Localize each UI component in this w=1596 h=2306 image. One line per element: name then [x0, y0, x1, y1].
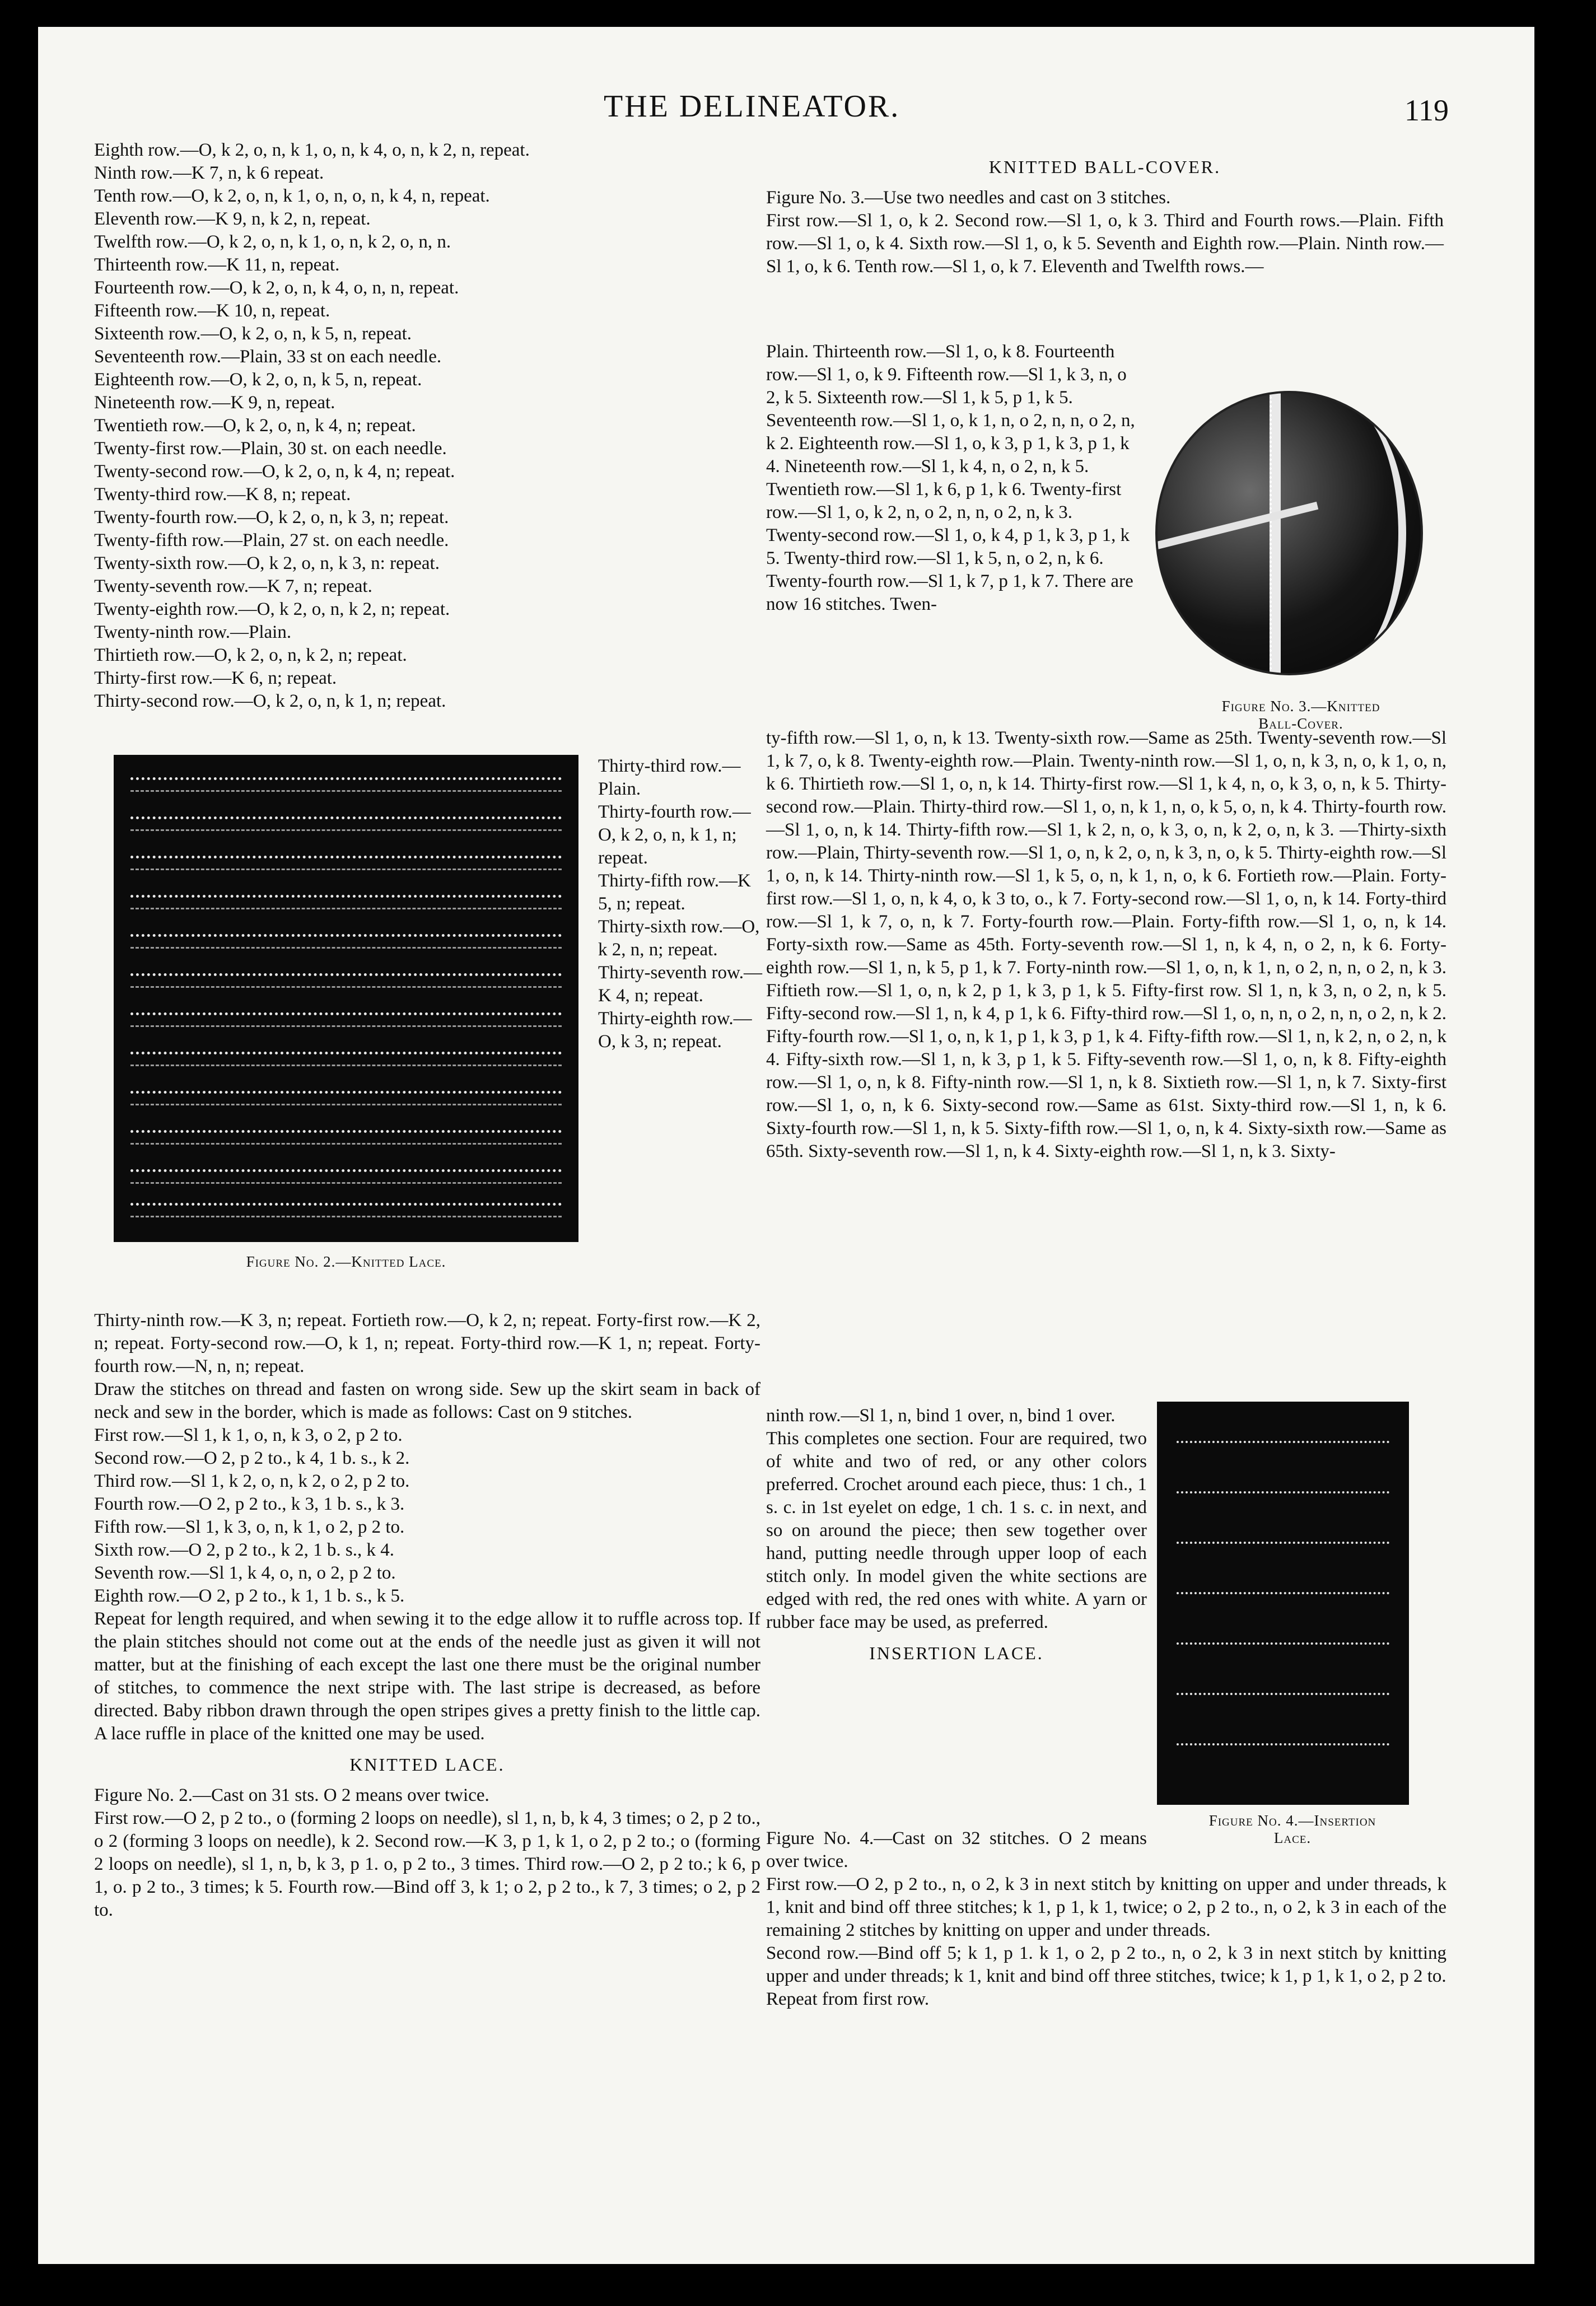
left-lower-text [94, 1309, 760, 1922]
row-line: Twenty-seventh row.—K 7, n; repeat. [94, 576, 372, 596]
row-line: Fourth row.—O 2, p 2 to., k 3, 1 b. s., k 3. [94, 1494, 405, 1514]
row-line: Twenty-fifth row.—Plain, 27 st. on each needle. [94, 530, 449, 550]
knitted-lace-image [114, 755, 578, 1242]
right-column-top [766, 156, 1444, 278]
paragraph: Thirty-ninth row.—K 3, n; repeat. Fortieth row.—O, k 2, n; repeat. Forty-first row.—K 2, n; repeat. Forty-second row.—O, k 1, n; repeat. Forty-third row.—K 1, n; repeat. Forty-fourth row.—N, n, n; repeat. [94, 1310, 760, 1376]
row-line: Twenty-first row.—Plain, 30 st. on each needle. [94, 438, 447, 459]
paragraph: First row.—Sl 1, o, k 2. Second row.—Sl 1, o, k 3. Third and Fourth rows.—Plain. Fifth row.—Sl 1, o, k 4. Sixth row.—Sl 1, o, k 5. Seventh and Eighth row.—Plain. Ninth row.—Sl 1, o, k 6. Tenth row.—Sl 1, o, k 7. Eleventh and Twelfth rows.— [766, 211, 1444, 277]
left-column-rows [94, 139, 760, 713]
paragraph: Figure No. 3.—Use two needles and cast on 3 stitches. [766, 188, 1171, 208]
row-line: Seventeenth row.—Plain, 33 st on each needle. [94, 347, 442, 367]
row-line: Twenty-eighth row.—O, k 2, o, n, k 2, n; repeat. [94, 599, 450, 619]
paragraph: First row.—O 2, p 2 to., o (forming 2 loops on needle), sl 1, n, b, k 4, 3 times; o 2, p 2 to., o 2 (forming 3 loops on needle), k 2. Second row.—K 3, p 1, k 1, o 2, p 2 to.; o (forming 2 loops on needle), sl 1, n, b, k 3, p 1. o, p 2 to., 3 times. Third row.—O 2, p 2 to.; k 6, p 1, o. p 2 to., 3 times; k 5. Fourth row.—Bind off 3, k 1; o 2, p 2 to., k 7, 3 times; o 2, p 2 to. [94, 1808, 760, 1920]
caption-line: Lace. [1273, 1829, 1312, 1846]
paragraph: First row.—O 2, p 2 to., n, o 2, k 3 in next stitch by knitting on upper and under threads, k 1, knit and bind off three stitches; k 1, p 1, k 1, twice; o 2, p 2 to., n, o 2, k 3 in each of the remaining 2 stitches by knitting on upper and under threads. [766, 1874, 1446, 1940]
row-line: Twenty-fourth row.—O, k 2, o, n, k 3, n; repeat. [94, 507, 449, 528]
ball-cover-heading: KNITTED BALL-COVER. [988, 157, 1221, 177]
row-line: Thirty-third row.—Plain. [598, 756, 741, 799]
row-line: Tenth row.—O, k 2, o, n, k 1, o, n, o, n, k 4, n, repeat. [94, 186, 490, 206]
row-line: Eighteenth row.—O, k 2, o, n, k 5, n, repeat. [94, 370, 422, 390]
paragraph: Draw the stitches on thread and fasten on wrong side. Sew up the skirt seam in back of neck and sew in the border, which is made as follows: Cast on 9 stitches. [94, 1379, 760, 1422]
row-line: Thirty-eighth row.—O, k 3, n; repeat. [598, 1009, 752, 1052]
row-line: Fifteenth row.—K 10, n, repeat. [94, 301, 330, 321]
row-line: Second row.—O 2, p 2 to., k 4, 1 b. s., k 2. [94, 1448, 410, 1468]
ball-end-text [766, 1404, 1147, 1673]
paragraph: Figure No. 2.—Cast on 31 sts. O 2 means over twice. [94, 1785, 489, 1805]
row-line: Eighth row.—O 2, p 2 to., k 1, 1 b. s., k 5. [94, 1586, 405, 1606]
row-line: Ninth row.—K 7, n, k 6 repeat. [94, 163, 324, 183]
insertion-lace-image [1157, 1402, 1409, 1805]
paragraph: Second row.—Bind off 5; k 1, p 1. k 1, o 2, p 2 to., n, o 2, k 3 in next stitch by knitting upper and under threads; k 1, knit and bind off three stitches, twice; k 1, p 1, k 1, o 2, p 2 to. [766, 1943, 1446, 1986]
page-number: 119 [1404, 94, 1449, 127]
row-line: Twenty-third row.—K 8, n; repeat. [94, 484, 351, 505]
row-line: Thirty-fifth row.—K 5, n; repeat. [598, 871, 751, 914]
row-line: Twenty-ninth row.—Plain. [94, 622, 292, 642]
insertion-lace-heading: INSERTION LACE. [869, 1643, 1044, 1663]
row-line: Sixteenth row.—O, k 2, o, n, k 5, n, repeat. [94, 324, 412, 344]
row-line: Thirty-fourth row.—O, k 2, o, n, k 1, n; repeat. [598, 802, 751, 868]
row-line: Thirty-sixth row.—O, k 2, n, n; repeat. [598, 917, 760, 960]
row-line: Twentieth row.—O, k 2, o, n, k 4, n; repeat. [94, 416, 416, 436]
row-line: Twenty-sixth row.—O, k 2, o, n, k 3, n: repeat. [94, 553, 440, 573]
page [38, 27, 1534, 2264]
ball-cover-image [1155, 391, 1423, 675]
paragraph: Plain. Thirteenth row.—Sl 1, o, k 8. Fourteenth row.—Sl 1, o, k 9. Fifteenth row.—Sl 1, k 3, n, o 2, k 5. Sixteenth row.—Sl 1, k 5, p 1, k 5. Seventeenth row.—Sl 1, o, k 1, n, o 2, n, n, o 2, n, k 2. Eighteenth row.—Sl 1, o, k 3, p 1, k 3, p 1, k 4. Nineteenth row.—Sl 1, k 4, n, o 2, n, k 5. Twentieth row.—Sl 1, k 6, p 1, k 6. Twenty-first row.—Sl 1, o, k 2, n, o 2, n, n, o 2, n, k 3. Twenty-second row.—Sl 1, o, k 4, p 1, k 3, p 1, k 5. Twenty-third row.—Sl 1, k 5, n, o 2, n, k 6. Twenty-fourth row.—Sl 1, k 7, p 1, k 7. There are now 16 stitches. Twen- [766, 342, 1135, 614]
insertion-text [766, 1827, 1446, 2011]
caption-line: Ball-Cover. [1258, 715, 1343, 732]
row-line: Nineteenth row.—K 9, n, repeat. [94, 393, 335, 413]
row-line: Thirteenth row.—K 11, n, repeat. [94, 255, 340, 275]
ball-continued-text [766, 727, 1446, 1163]
row-line: Eighth row.—O, k 2, o, n, k 1, o, n, k 4, o, n, k 2, n, repeat. [94, 140, 530, 160]
caption-line: Figure No. 4.—Insertion [1208, 1812, 1376, 1829]
row-line: Fifth row.—Sl 1, k 3, o, n, k 1, o 2, p 2 to. [94, 1517, 405, 1537]
row-line: Thirty-seventh row.—K 4, n; repeat. [598, 963, 762, 1006]
row-line: Thirtieth row.—O, k 2, o, n, k 2, n; repeat. [94, 645, 407, 665]
running-head: THE DELINEATOR. [604, 89, 900, 124]
paragraph: ty-fifth row.—Sl 1, o, n, k 13. Twenty-sixth row.—Same as 25th. Twenty-seventh row.—Sl 1, k 7, o, k 8. Twenty-eighth row.—Plain. Twenty-ninth row.—Sl 1, o, n, k 3, n, o, k 1, o, n, k 6. Thirtieth row.—Sl 1, o, n, k 14. Thirty-first row.—Sl 1, k 4, n, o, k 3, o, n, k 5. Thirty-second row.—Plain. Thirty-third row.—Sl 1, o, n, k 1, n, o, k 5, o, n, k 4. Thirty-fourth row.—Sl 1, o, n, k 14. Thirty-fifth row.—Sl 1, k 2, n, o, k 3, o, n, k 2, o, n, k 3. —Thirty-sixth row.—Plain, Thirty-seventh row.—Sl 1, o, n, k 2, o, n, k 3, n, o, k 5. Thirty-eighth row.—Sl 1, o, n, k 14. Thirty-ninth row.—Sl 1, k 5, o, n, k 1, n, o, k 6. Fortieth row.—Plain. Forty-first row.—Sl 1, o, n, k 4, o, k 3 to, o., k 7. Forty-second row.—Sl 1, o, n, k 14. Forty-third row.—Sl 1, k 7, o, n, k 7. Forty-fourth row.—Plain. Forty-fifth row.—Sl 1, o, n, k 14. Forty-sixth row.—Same as 45th. Forty-seventh row.—Sl 1, n, k 4, n, o 2, n, k 6. Forty-eighth row.—Sl 1, n, k 5, p 1, k 7. Forty-ninth row.—Sl 1, o, n, k 1, n, o 2, n, n, o 2, n, k 3. Fiftieth row.—Sl 1, o, n, k 2, p 1, k 3, p 1, k 5. Fifty-first row. Sl 1, n, k 3, n, o 2, n, k 5. Fifty-second row.—Sl 1, n, k 4, p 1, k 6. Fifty-third row.—Sl 1, o, n, n, o 2, n, n, o 2, n, k 2. Fifty-fourth row.—Sl 1, o, n, k 1, p 1, k 3, p 1, k 4. Fifty-fifth row.—Sl 1, n, k 2, n, o 2, n, k 4. Fifty-sixth row.—Sl 1, n, k 3, p 1, k 5. Fifty-seventh row.—Sl 1, o, n, k 8. Fifty-eighth row.—Sl 1, o, n, k 8. Fifty-ninth row.—Sl 1, n, k 8. Sixtieth row.—Sl 1, n, k 7. Sixty-first row.—Sl 1, o, n, k 6. Sixty-second row.—Same as 61st. Sixty-third row.—Sl 1, n, k 6. Sixty-fourth row.—Sl 1, n, k 5. Sixty-fifth row.—Sl 1, o, n, k 4. Sixty-sixth row.—Same as 65th. Sixty-seventh row.—Sl 1, n, k 4. Sixty-eighth row.—Sl 1, n, k 3. Sixty- [766, 728, 1446, 1161]
knitted-lace-heading: KNITTED LACE. [349, 1754, 505, 1775]
row-line: Fourteenth row.—O, k 2, o, n, k 4, o, n, n, repeat. [94, 278, 459, 298]
paragraph: This completes one section. Four are required, two of white and two of red, or any other colors preferred. Crochet around each piece, thus: 1 ch., 1 s. c. in 1st eyelet on edge, 1 ch. 1 s. c. in next, and so on around the piece; then sew together over hand, putting needle through upper loop of each stitch only. In model given the white sections are edged with red, the red ones with white. A yarn or rubber face may be used, as preferred. [766, 1429, 1147, 1632]
caption-line: Figure No. 3.—Knitted [1221, 698, 1380, 715]
left-wrap-text [598, 755, 763, 1053]
row-line: First row.—Sl 1, k 1, o, n, k 3, o 2, p 2 to. [94, 1425, 403, 1445]
row-line: Seventh row.—Sl 1, k 4, o, n, o 2, p 2 to. [94, 1563, 396, 1583]
row-line: Twelfth row.—O, k 2, o, n, k 1, o, n, k 2, o, n, n. [94, 232, 451, 252]
row-line: Eleventh row.—K 9, n, k 2, n, repeat. [94, 209, 371, 229]
figure-2-caption: Figure No. 2.—Knitted Lace. [246, 1253, 446, 1270]
paragraph: Repeat for length required, and when sewing it to the edge allow it to ruffle across top. If the plain stitches should not come out at the ends of the needle just as given it will not matter, but at the finishing of each except the last one there must be the original number of stitches, to commence the next stripe with. The last stripe is decreased, as before directed. Baby ribbon drawn through the open stripes gives a pretty finish to the little cap. A lace ruffle in place of the knitted one may be used. [94, 1609, 760, 1744]
row-line: Third row.—Sl 1, k 2, o, n, k 2, o 2, p 2 to. [94, 1471, 410, 1491]
row-line: Sixth row.—O 2, p 2 to., k 2, 1 b. s., k 4. [94, 1540, 394, 1560]
paragraph: ninth row.—Sl 1, n, bind 1 over, n, bind 1 over. [766, 1406, 1116, 1426]
row-line: Thirty-second row.—O, k 2, o, n, k 1, n; repeat. [94, 691, 446, 711]
ball-wrap-text [766, 340, 1136, 616]
row-line: Thirty-first row.—K 6, n; repeat. [94, 668, 337, 688]
paragraph: Repeat from first row. [766, 1989, 930, 2009]
row-line: Twenty-second row.—O, k 2, o, n, k 4, n; repeat. [94, 461, 455, 482]
paragraph: Figure No. 4.—Cast on 32 stitches. O 2 means over twice. [766, 1828, 1147, 1871]
